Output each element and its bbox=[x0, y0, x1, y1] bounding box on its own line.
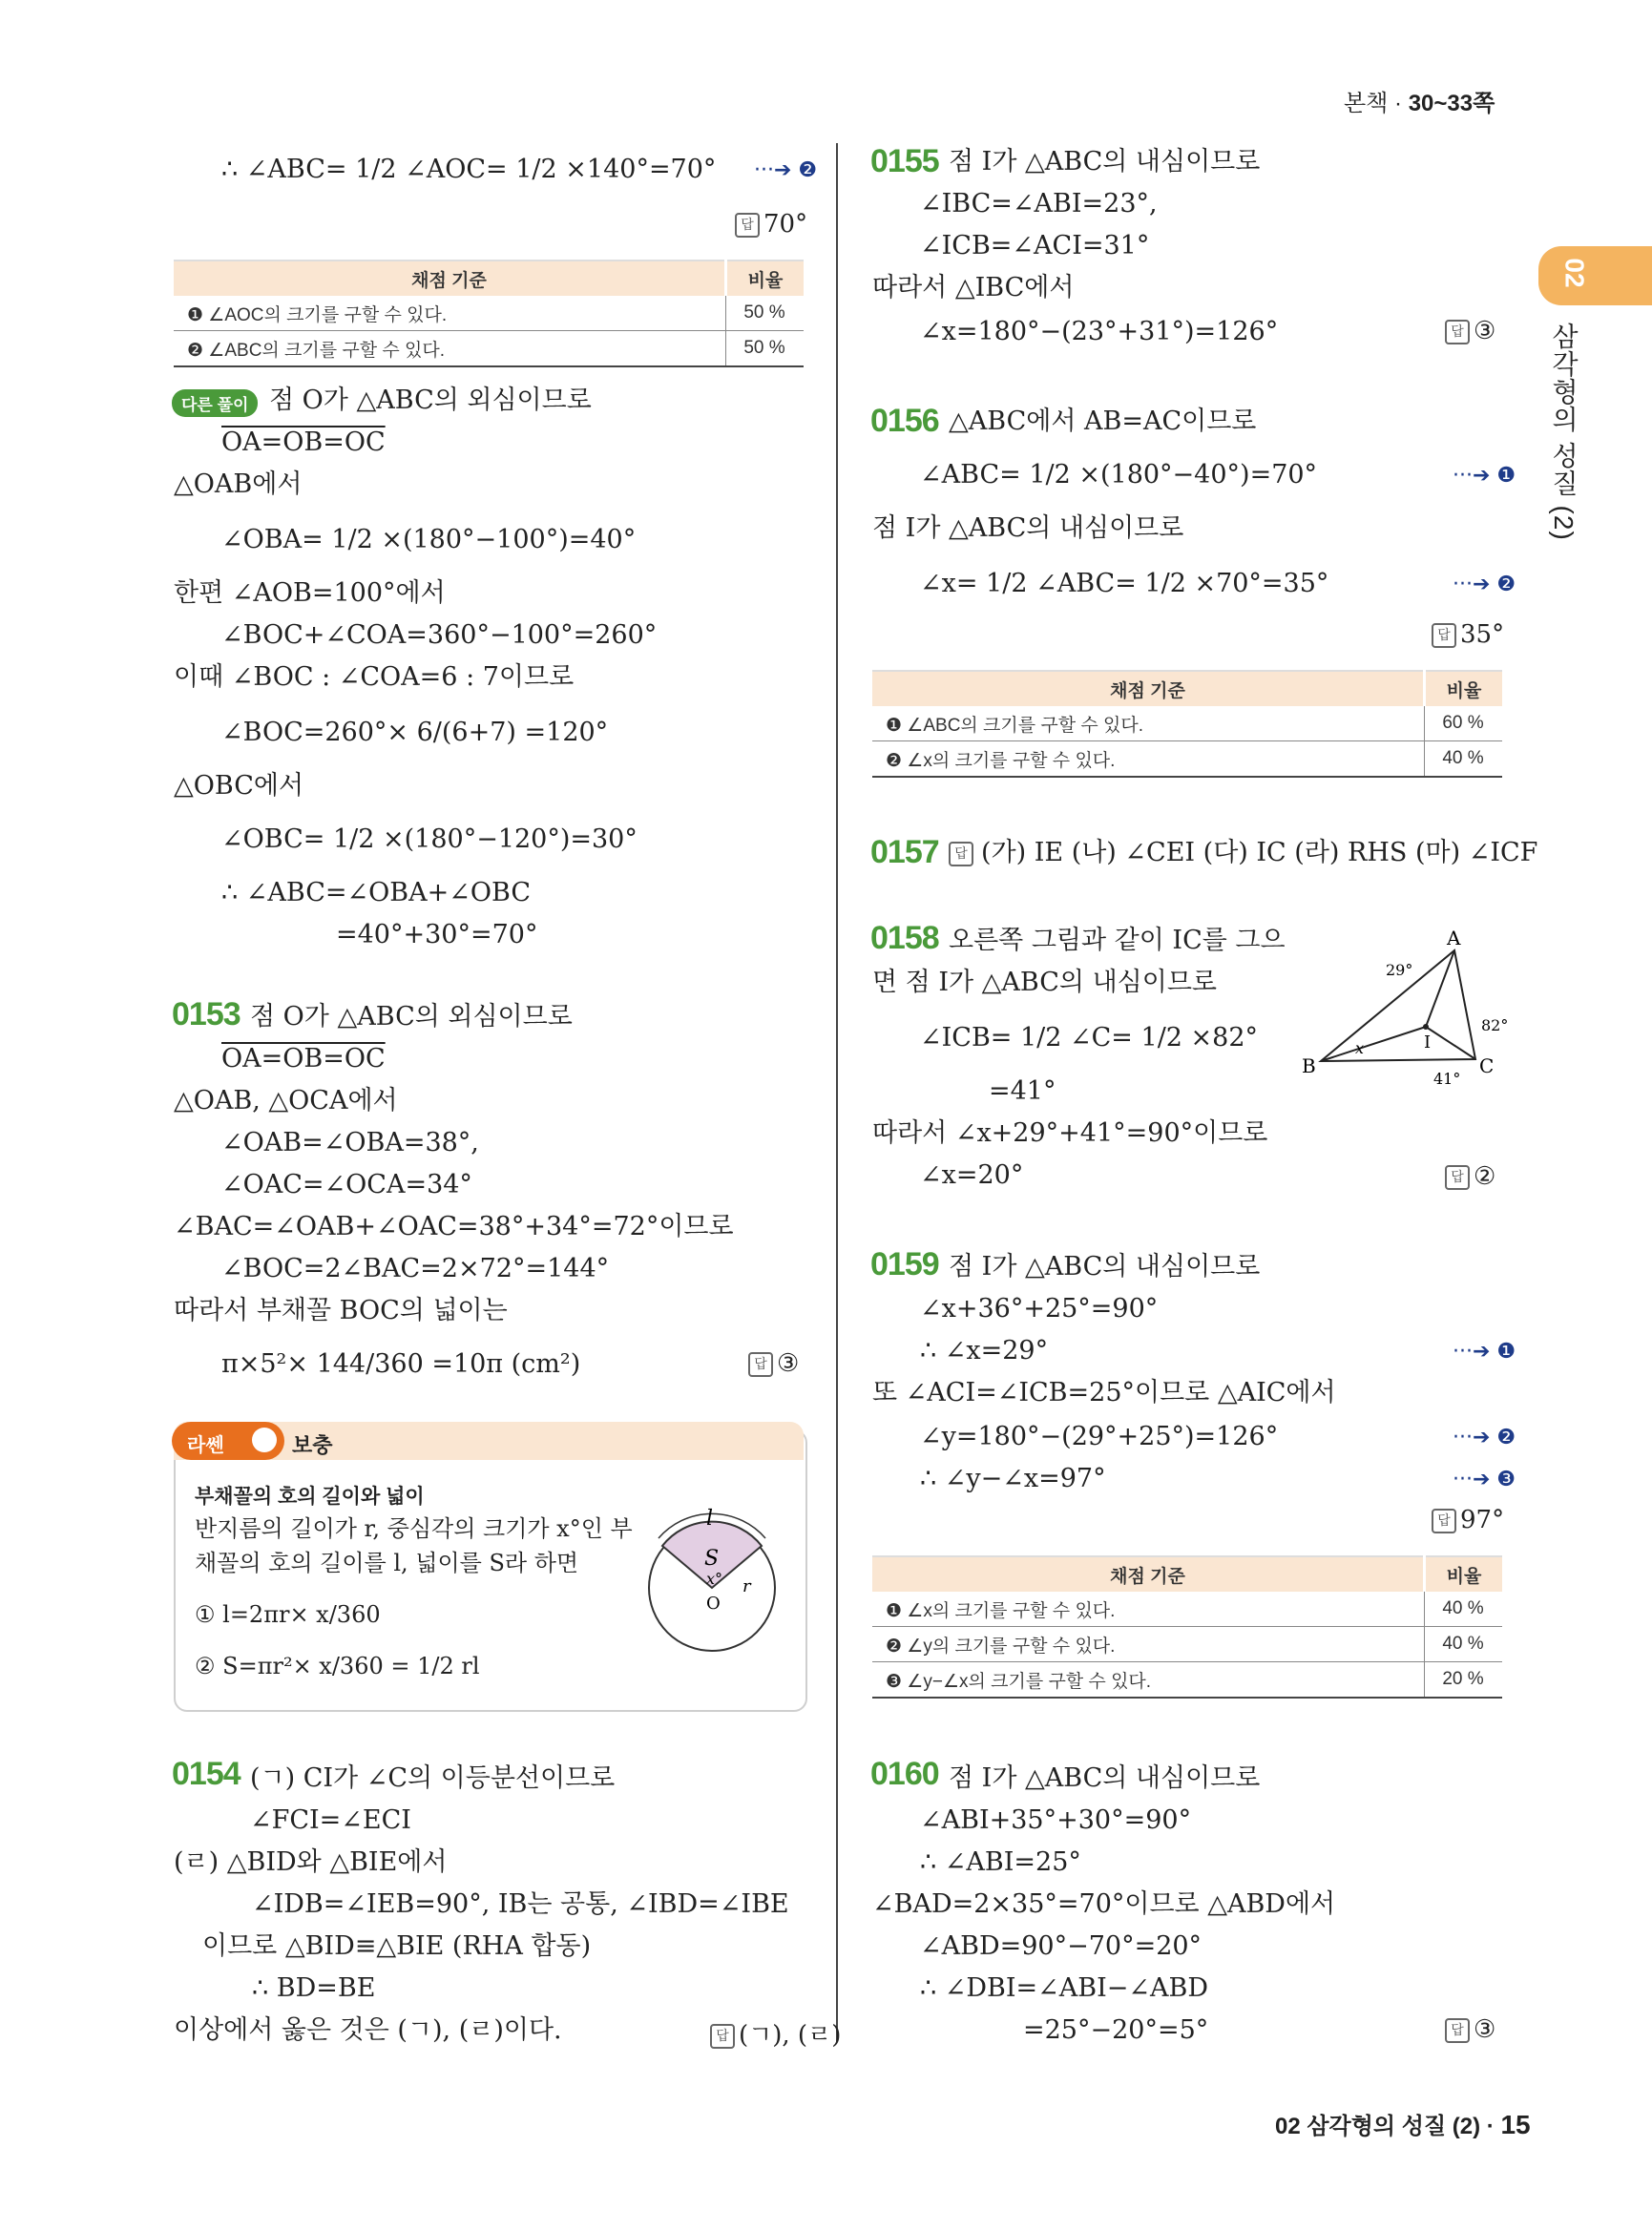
solution-line: △ABC에서 AB=AC이므로 bbox=[949, 407, 1257, 436]
supplement-text: 채꼴의 호의 길이를 l, 넓이를 S라 하면 bbox=[195, 1550, 579, 1576]
vertex-label: A bbox=[1447, 928, 1461, 949]
scoring-table bbox=[174, 260, 804, 367]
problem-number: 0153 bbox=[172, 996, 240, 1032]
angle-label: x bbox=[1355, 1039, 1365, 1057]
solution-line: ∴ BD=BE bbox=[252, 1973, 376, 2003]
step-marker: ···➔ ❷ bbox=[754, 158, 818, 182]
solution-line: (ㄱ) CI가 ∠C의 이등분선이므로 bbox=[250, 1763, 616, 1793]
page-range: 30~33쪽 bbox=[1408, 91, 1495, 116]
brand-badge-label: 라쎈 bbox=[187, 1435, 224, 1456]
solution-line: ∠ABD=90°−70°=20° bbox=[920, 1931, 1202, 1961]
vertex-label: B bbox=[1302, 1054, 1316, 1077]
arc-length-label: l bbox=[706, 1507, 714, 1531]
answer bbox=[1445, 2015, 1495, 2044]
answer-value: 35° bbox=[1460, 620, 1505, 649]
answer-value: ③ bbox=[777, 1349, 800, 1378]
step-marker: ···➔ ❷ bbox=[1453, 573, 1516, 596]
solution-line: △OAB에서 bbox=[174, 469, 303, 499]
problem-number: 0158 bbox=[870, 920, 939, 956]
supplement-title: 부채꼴의 호의 길이와 넓이 bbox=[195, 1486, 425, 1508]
step-marker: ···➔ ❶ bbox=[1453, 1340, 1516, 1364]
criteria-cell: ❸ ∠y−∠x의 크기를 구할 수 있다. bbox=[872, 1662, 1425, 1699]
alt-solution-tag: 다른 풀이 bbox=[172, 389, 258, 417]
solution-line: ∠BOC=2∠BAC=2×72°=144° bbox=[221, 1254, 610, 1283]
ratio-cell: 40 % bbox=[1425, 741, 1503, 778]
solution-line: 이므로 △BID≡△BIE (RHA 합동) bbox=[202, 1931, 592, 1961]
answer-icon: 답 bbox=[1445, 1165, 1470, 1190]
solution-line: ∠OAC=∠OCA=34° bbox=[221, 1170, 472, 1199]
answer-icon: 답 bbox=[949, 842, 973, 866]
area-label: S bbox=[704, 1547, 720, 1571]
footer-chapter: 02 삼각형의 성질 (2) bbox=[1275, 2114, 1481, 2139]
solution-line: (ㄹ) △BID와 △BIE에서 bbox=[174, 1847, 448, 1877]
table-row bbox=[872, 1592, 1502, 1627]
answer-icon: 답 bbox=[1432, 1509, 1456, 1533]
book-label: 본책 bbox=[1344, 91, 1389, 116]
ratio-cell: 50 % bbox=[726, 331, 805, 367]
problem-number: 0156 bbox=[870, 403, 939, 439]
answer-value: ③ bbox=[1474, 2015, 1496, 2044]
answer-value: ③ bbox=[1474, 317, 1496, 345]
angle-label: 29° bbox=[1386, 961, 1413, 979]
table-header-ratio: 비율 bbox=[1425, 671, 1503, 706]
solution-line: 점 I가 △ABC의 내심이므로 bbox=[949, 147, 1261, 177]
solution-line: 따라서 부채꼴 BOC의 넓이는 bbox=[174, 1296, 508, 1325]
brand-circle-icon bbox=[252, 1428, 277, 1452]
radius-label: r bbox=[742, 1576, 751, 1596]
solution-line: 점 O가 △ABC의 외심이므로 bbox=[269, 386, 592, 415]
column-divider bbox=[836, 143, 838, 2042]
table-row bbox=[872, 1627, 1502, 1662]
table-row bbox=[872, 741, 1502, 778]
table-row bbox=[174, 331, 804, 367]
triangle-diagram bbox=[1298, 928, 1517, 1090]
formula: ② S=πr²× x/360 = 1/2 rl bbox=[195, 1653, 480, 1679]
solution-line: ∠OBC= 1/2 ×(180°−120°)=30° bbox=[221, 824, 638, 854]
solution-line: =40°+30°=70° bbox=[336, 920, 538, 949]
solution-line: ∠OAB=∠OBA=38°, bbox=[221, 1128, 479, 1157]
solution-line: ∴ ∠y−∠x=97° bbox=[920, 1464, 1106, 1493]
solution-line: ∠IDB=∠IEB=90°, IB는 공통, ∠IBD=∠IBE bbox=[252, 1889, 789, 1919]
supplement-label: 보충 bbox=[292, 1433, 333, 1457]
center-label: O bbox=[706, 1594, 721, 1614]
answer-icon: 답 bbox=[735, 213, 760, 238]
solution-line: 따라서 ∠x+29°+41°=90°이므로 bbox=[872, 1118, 1268, 1148]
table-row bbox=[872, 1662, 1502, 1699]
solution-line: 점 O가 △ABC의 외심이므로 bbox=[250, 1002, 573, 1032]
answer bbox=[735, 210, 807, 239]
step-marker: ···➔ ❸ bbox=[1453, 1468, 1516, 1491]
solution-line: OA=OB=OC bbox=[221, 427, 386, 457]
table-header-criteria: 채점 기준 bbox=[872, 1556, 1425, 1592]
criteria-cell: ❷ ∠x의 크기를 구할 수 있다. bbox=[872, 741, 1425, 778]
answer-value: (ㄱ), (ㄹ) bbox=[739, 2021, 842, 2050]
solution-line: △OBC에서 bbox=[174, 771, 304, 801]
solution-line: ∠x+36°+25°=90° bbox=[920, 1294, 1159, 1324]
solution-line: π×5²× 144/360 =10π (cm²) bbox=[221, 1349, 581, 1379]
page-number: 15 bbox=[1500, 2110, 1531, 2139]
solution-line: =41° bbox=[989, 1076, 1056, 1106]
answer-line bbox=[949, 836, 1537, 870]
solution-line: ∠ICB= 1/2 ∠C= 1/2 ×82° bbox=[920, 1023, 1259, 1053]
solution-line: ∠OBA= 1/2 ×(180°−100°)=40° bbox=[221, 525, 637, 554]
answer bbox=[710, 2015, 841, 2051]
table-row bbox=[174, 296, 804, 331]
criteria-cell: ❷ ∠ABC의 크기를 구할 수 있다. bbox=[174, 331, 726, 367]
solution-line: ∠BAC=∠OAB+∠OAC=38°+34°=72°이므로 bbox=[174, 1212, 734, 1241]
problem-number: 0160 bbox=[870, 1756, 939, 1792]
table-header-ratio: 비율 bbox=[726, 261, 805, 296]
solution-line: ∠BOC+∠COA=360°−100°=260° bbox=[221, 620, 658, 650]
solution-line: 따라서 △IBC에서 bbox=[872, 273, 1075, 302]
ratio-cell: 60 % bbox=[1425, 706, 1503, 741]
incenter-label: I bbox=[1424, 1032, 1432, 1053]
solution-line: 이때 ∠BOC : ∠COA=6 : 7이므로 bbox=[174, 662, 575, 692]
answer-value: ② bbox=[1474, 1162, 1496, 1191]
solution-line: ∴ ∠ABC=∠OBA+∠OBC bbox=[221, 878, 531, 907]
answer bbox=[1432, 1506, 1504, 1534]
problem-number: 0155 bbox=[870, 143, 939, 179]
step-marker: ···➔ ❶ bbox=[1453, 464, 1516, 488]
solution-line: ∴ ∠ABI=25° bbox=[920, 1847, 1081, 1877]
step-marker: ···➔ ❷ bbox=[1453, 1426, 1516, 1449]
solution-line: ∠ICB=∠ACI=31° bbox=[920, 231, 1150, 261]
solution-line: △OAB, △OCA에서 bbox=[174, 1086, 398, 1116]
answer bbox=[1445, 317, 1495, 345]
solution-line: =25°−20°=5° bbox=[1023, 2015, 1209, 2045]
solution-line: ∴ ∠x=29° bbox=[920, 1336, 1049, 1366]
table-row bbox=[872, 706, 1502, 741]
sector-diagram bbox=[630, 1496, 802, 1668]
solution-line: ∠x=180°−(23°+31°)=126° bbox=[920, 317, 1279, 346]
criteria-cell: ❶ ∠AOC의 크기를 구할 수 있다. bbox=[174, 296, 726, 331]
solution-line: 오른쪽 그림과 같이 IC를 그으 bbox=[949, 926, 1286, 955]
criteria-cell: ❶ ∠ABC의 크기를 구할 수 있다. bbox=[872, 706, 1425, 741]
problem-number: 0157 bbox=[870, 834, 939, 870]
answer bbox=[748, 1349, 799, 1378]
table-header-criteria: 채점 기준 bbox=[872, 671, 1425, 706]
answer-icon: 답 bbox=[710, 2024, 735, 2049]
solution-line: ∠BOC=260°× 6/(6+7) =120° bbox=[221, 718, 609, 747]
solution-line: ∠y=180°−(29°+25°)=126° bbox=[920, 1422, 1279, 1451]
ratio-cell: 40 % bbox=[1425, 1627, 1503, 1662]
angle-label: 41° bbox=[1433, 1070, 1461, 1088]
chapter-tab bbox=[1538, 246, 1652, 305]
solution-line: ∴ ∠ABC= 1/2 ∠AOC= 1/2 ×140°=70° bbox=[221, 155, 717, 184]
scoring-table bbox=[872, 1555, 1502, 1699]
page-footer: 02 삼각형의 성질 (2) · 15 bbox=[1275, 2110, 1531, 2139]
solution-line: ∠BAD=2×35°=70°이므로 △ABD에서 bbox=[872, 1889, 1336, 1919]
ratio-cell: 20 % bbox=[1425, 1662, 1503, 1699]
ratio-cell: 50 % bbox=[726, 296, 805, 331]
answer bbox=[1445, 1162, 1495, 1191]
answer-icon: 답 bbox=[1445, 2018, 1470, 2043]
problem-number: 0154 bbox=[172, 1756, 240, 1792]
page-reference: 본책 · 30~33쪽 bbox=[1344, 91, 1495, 116]
answer-value: 97° bbox=[1460, 1506, 1505, 1534]
solution-line: 점 I가 △ABC의 내심이므로 bbox=[949, 1763, 1261, 1793]
criteria-cell: ❶ ∠x의 크기를 구할 수 있다. bbox=[872, 1592, 1425, 1627]
chapter-number: 02 bbox=[1559, 258, 1590, 288]
angle-label: x° bbox=[706, 1570, 723, 1588]
solution-line: ∠IBC=∠ABI=23°, bbox=[920, 189, 1158, 219]
brand-badge bbox=[172, 1422, 284, 1460]
solution-line: ∴ ∠DBI=∠ABI−∠ABD bbox=[920, 1973, 1209, 2003]
solution-line: 점 I가 △ABC의 내심이므로 bbox=[872, 513, 1184, 543]
solution-line: 점 I가 △ABC의 내심이므로 bbox=[949, 1252, 1261, 1282]
solution-line: ∠x= 1/2 ∠ABC= 1/2 ×70°=35° bbox=[920, 569, 1329, 598]
solution-line: ∠ABI+35°+30°=90° bbox=[920, 1805, 1192, 1835]
vertex-label: C bbox=[1479, 1054, 1495, 1077]
solution-line: ∠ABC= 1/2 ×(180°−40°)=70° bbox=[920, 460, 1318, 490]
answer-icon: 답 bbox=[1432, 623, 1456, 648]
answer-icon: 답 bbox=[1445, 320, 1470, 344]
problem-number: 0159 bbox=[870, 1246, 939, 1282]
criteria-cell: ❷ ∠y의 크기를 구할 수 있다. bbox=[872, 1627, 1425, 1662]
solution-line: OA=OB=OC bbox=[221, 1044, 386, 1074]
ratio-cell: 40 % bbox=[1425, 1592, 1503, 1627]
solution-line: 이상에서 옳은 것은 (ㄱ), (ㄹ)이다. bbox=[174, 2015, 562, 2045]
chapter-title-vertical: 삼각형의 성질 (2) bbox=[1549, 323, 1579, 541]
formula: ① l=2πr× x/360 bbox=[195, 1601, 381, 1628]
supplement-text: 반지름의 길이가 r, 중심각의 크기가 x°인 부 bbox=[195, 1515, 633, 1542]
answer bbox=[1432, 620, 1504, 649]
angle-label: 82° bbox=[1481, 1016, 1509, 1034]
solution-line: ∠x=20° bbox=[920, 1160, 1024, 1190]
table-header-ratio: 비율 bbox=[1425, 1556, 1503, 1592]
answer-icon: 답 bbox=[748, 1352, 773, 1377]
solution-line: 면 점 I가 △ABC의 내심이므로 bbox=[872, 968, 1217, 997]
table-header-criteria: 채점 기준 bbox=[174, 261, 726, 296]
solution-line: ∠FCI=∠ECI bbox=[250, 1805, 411, 1835]
solution-line: 한편 ∠AOB=100°에서 bbox=[174, 578, 446, 608]
answer-value: (가) IE (나) ∠CEI (다) IC (라) RHS (마) ∠ICF bbox=[981, 838, 1538, 867]
answer-value: 70° bbox=[763, 210, 808, 239]
scoring-table bbox=[872, 670, 1502, 778]
solution-line: 또 ∠ACI=∠ICB=25°이므로 △AIC에서 bbox=[872, 1378, 1336, 1407]
